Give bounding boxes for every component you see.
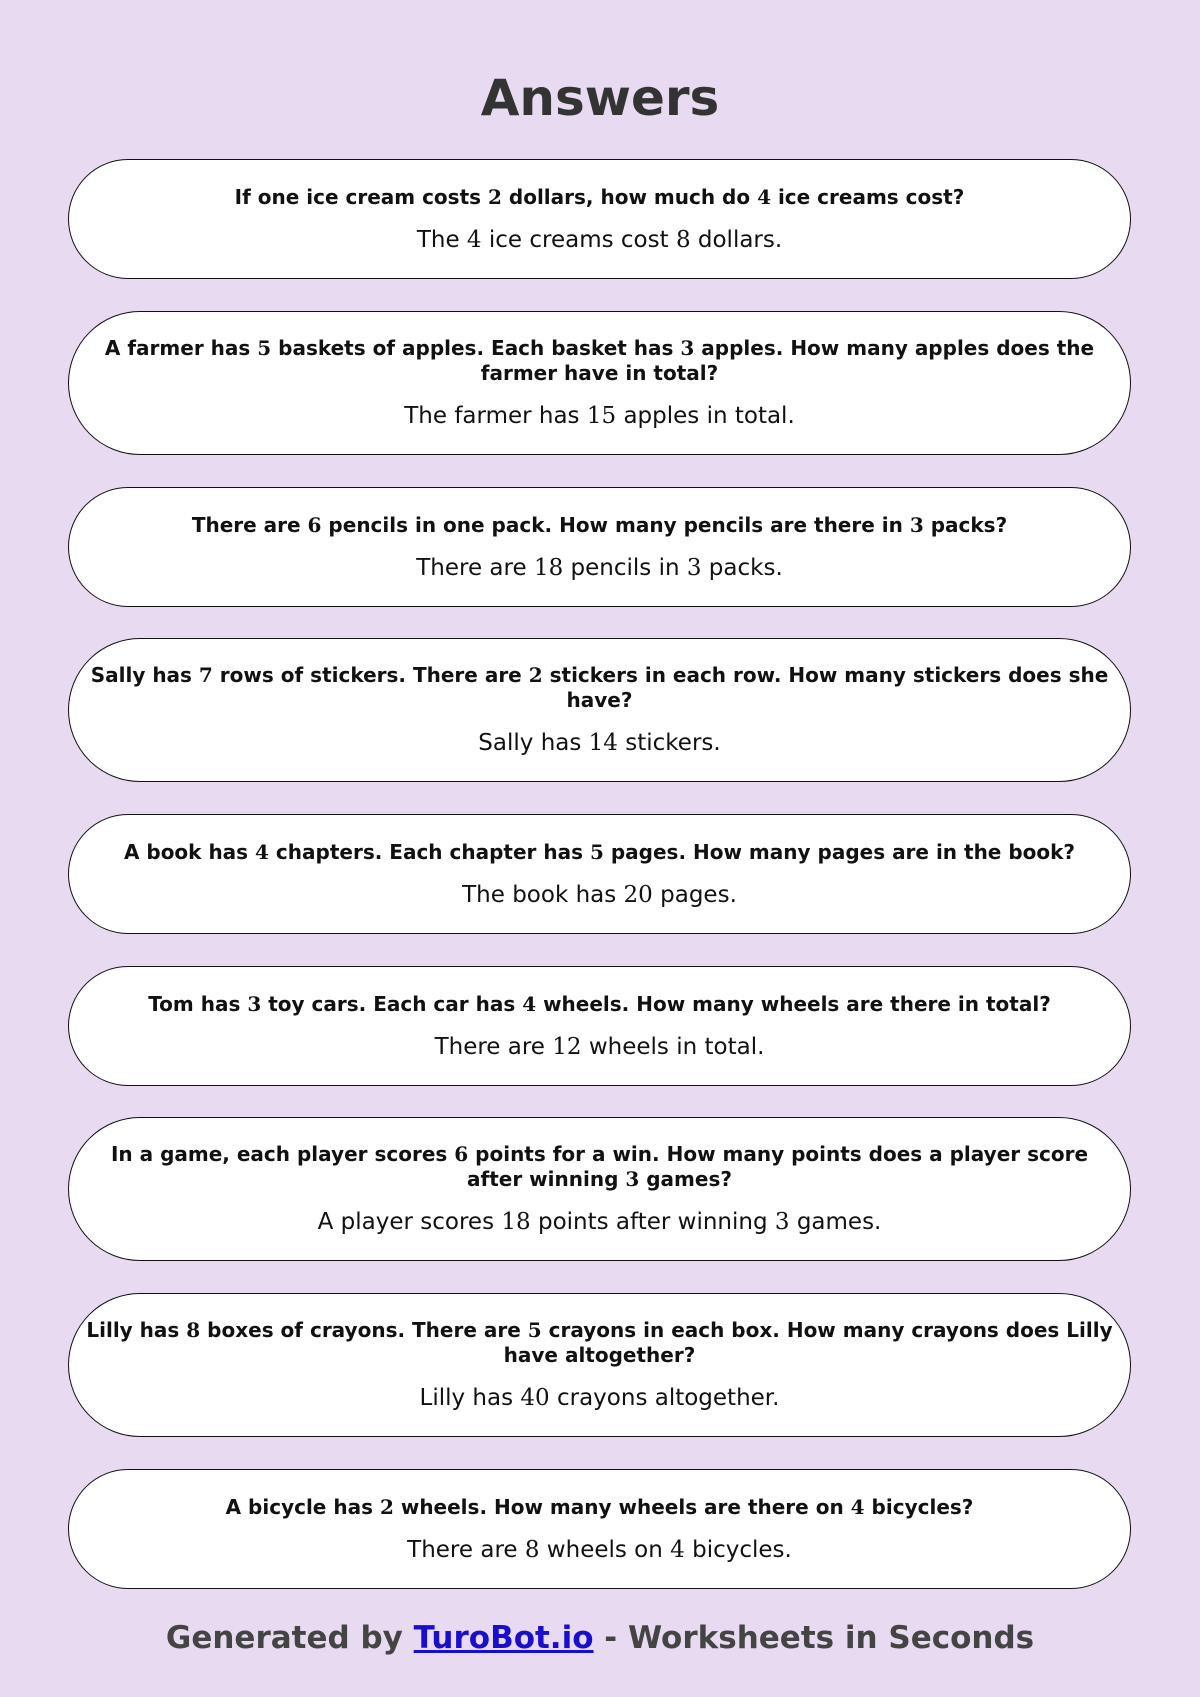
question-text: Sally has 7 rows of stickers. There are 2 stickers in each row. How many stickers does she have?	[90, 663, 1109, 712]
footer-suffix: - Worksheets in Seconds	[593, 1620, 1035, 1656]
answer-card	[68, 311, 1131, 455]
question-text: There are 6 pencils in one pack. How many pencils are there in 3 packs?	[191, 512, 1008, 537]
question-text: If one ice cream costs 2 dollars, how much do 4 ice creams cost?	[234, 184, 965, 209]
page-title: Answers	[480, 69, 720, 127]
answer-text: The farmer has 15 apples in total.	[404, 403, 795, 429]
answer-card	[68, 1117, 1131, 1261]
footer-prefix: Generated by	[165, 1620, 414, 1656]
question-text: A bicycle has 2 wheels. How many wheels are there on 4 bicycles?	[225, 1494, 974, 1519]
answer-card	[68, 814, 1131, 934]
question-text: A farmer has 5 baskets of apples. Each basket has 3 apples. How many apples does the farmer have in total?	[104, 336, 1095, 385]
question-text: Lilly has 8 boxes of crayons. There are 5 crayons in each box. How many crayons does Lilly have altogether?	[86, 1318, 1113, 1367]
answer-card	[68, 487, 1131, 607]
question-text: A book has 4 chapters. Each chapter has 5 pages. How many pages are in the book?	[123, 839, 1076, 864]
answer-text: Lilly has 40 crayons altogether.	[419, 1385, 780, 1411]
answer-text: A player scores 18 points after winning 3 games.	[317, 1209, 882, 1235]
answer-card	[68, 159, 1131, 279]
question-text: Tom has 3 toy cars. Each car has 4 wheels. How many wheels are there in total?	[148, 991, 1051, 1016]
answer-text: The 4 ice creams cost 8 dollars.	[416, 226, 783, 253]
answer-card	[68, 1469, 1131, 1589]
answer-text: There are 18 pencils in 3 packs.	[416, 554, 783, 581]
footer	[0, 1618, 1200, 1658]
question-text: In a game, each player scores 6 points for a win. How many points does a player score after winning 3 games?	[110, 1142, 1089, 1191]
answer-card	[68, 1293, 1131, 1437]
answer-text: There are 8 wheels on 4 bicycles.	[407, 1536, 792, 1563]
answer-text: The book has 20 pages.	[462, 881, 737, 908]
answer-text: Sally has 14 stickers.	[478, 730, 721, 756]
answer-card	[68, 638, 1131, 782]
answer-text: There are 12 wheels in total.	[434, 1033, 765, 1060]
answer-card	[68, 966, 1131, 1086]
turobot-link[interactable]: TuroBot.io	[413, 1620, 594, 1656]
